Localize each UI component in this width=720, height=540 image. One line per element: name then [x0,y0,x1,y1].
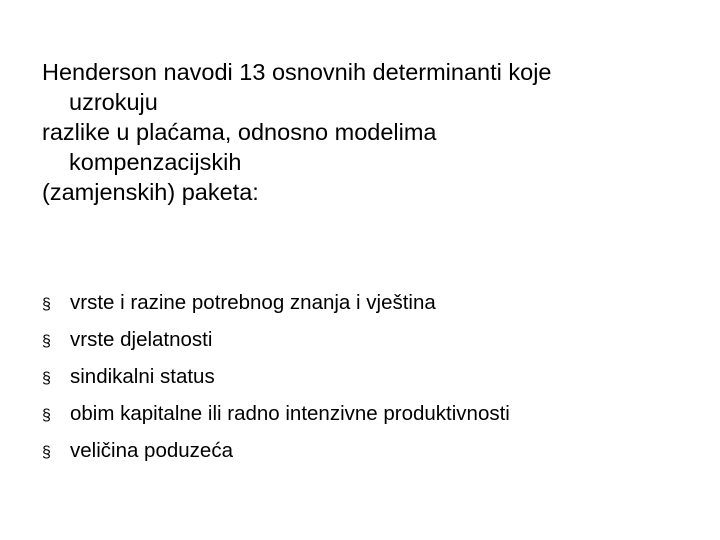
intro-line: Henderson navodi 13 osnovnih determinanti koje [42,59,552,85]
list-item [42,396,510,433]
list-item [42,322,510,359]
bullet-marker: § [42,444,51,461]
intro-line: kompenzacijskih [69,149,242,175]
list-item-text: veličina poduzeća [70,439,233,462]
list-item [42,285,510,322]
intro-line: uzrokuju [69,89,158,115]
intro-line: razlike u plaćama, odnosno modelima [42,119,437,145]
list-item-text: vrste i razine potrebnog znanja i vještina [70,291,436,314]
list-item-text: sindikalni status [70,365,215,388]
intro-line: (zamjenskih) paketa: [42,179,259,205]
bullet-marker: § [42,370,51,387]
list-item-text: vrste djelatnosti [70,328,213,351]
list-item [42,433,510,470]
bullet-marker: § [42,296,51,313]
bullet-marker: § [42,407,51,424]
bullet-marker: § [42,333,51,350]
intro-paragraph [42,57,682,207]
list-item-text: obim kapitalne ili radno intenzivne produktivnosti [70,402,510,425]
list-item [42,359,510,396]
bullet-list [42,285,510,470]
